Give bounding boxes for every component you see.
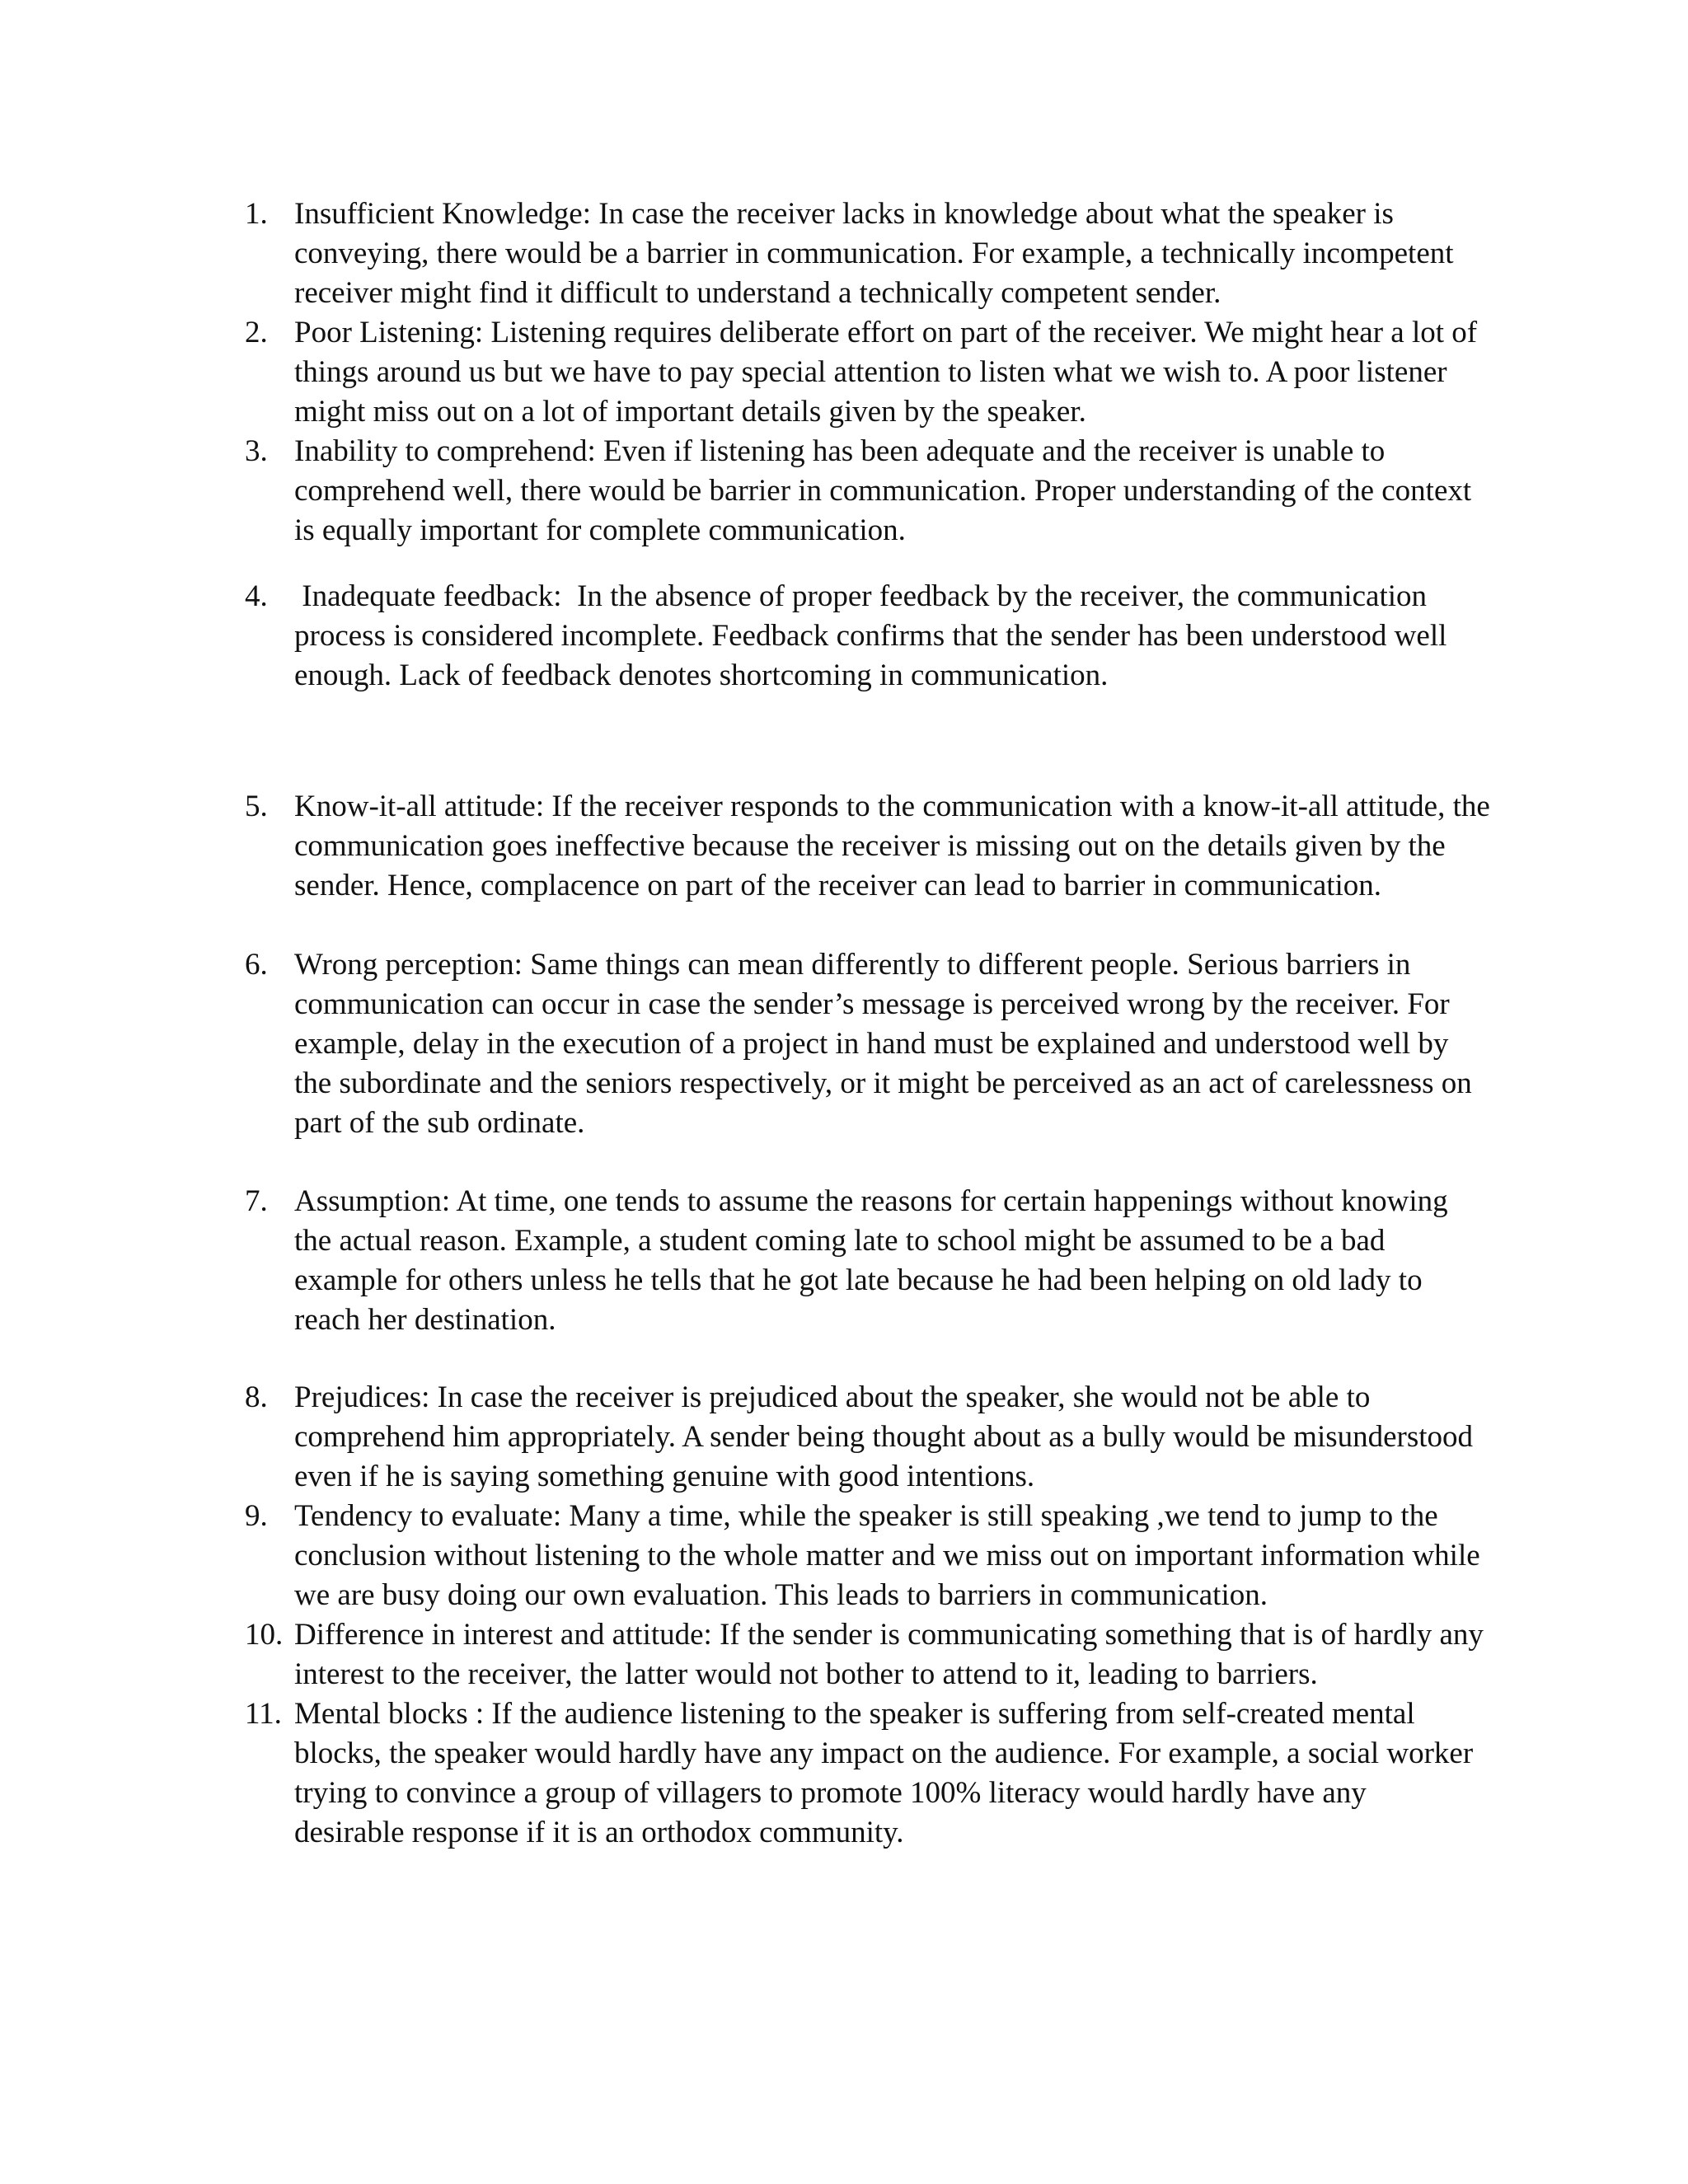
item-number: 2. — [245, 316, 268, 349]
text-line: Assumption: At time, one tends to assume the reasons for certain happenings without knowing — [294, 1184, 1448, 1218]
text-line: Wrong perception: Same things can mean differently to different people. Serious barriers in — [294, 948, 1411, 982]
item-number: 8. — [245, 1380, 268, 1414]
item-text — [294, 1378, 1498, 1497]
text-line: Tendency to evaluate: Many a time, while the speaker is still speaking ,we tend to jump to the — [294, 1499, 1438, 1533]
text-line: communication can occur in case the sender’s message is perceived wrong by the receiver. For — [294, 987, 1450, 1021]
item-text — [294, 577, 1498, 696]
text-line: conclusion without listening to the whole matter and we miss out on important information while — [294, 1539, 1480, 1572]
item-text — [294, 1615, 1498, 1694]
text-line: things around us but we have to pay special attention to listen what we wish to. A poor listener — [294, 355, 1447, 389]
item-number: 10. — [245, 1618, 284, 1652]
text-line: Poor Listening: Listening requires deliberate effort on part of the receiver. We might hear a lot of — [294, 316, 1478, 349]
item-number: 1. — [245, 197, 268, 231]
item-text — [294, 1497, 1498, 1615]
text-line: is equally important for complete communication. — [294, 513, 906, 547]
text-line: Know-it-all attitude: If the receiver responds to the communication with a know-it-all attitude, the — [294, 790, 1490, 823]
text-line: blocks, the speaker would hardly have any impact on the audience. For example, a social worker — [294, 1736, 1474, 1770]
text-line: communication goes ineffective because the receiver is missing out on the details given by the — [294, 829, 1446, 863]
item-number: 3. — [245, 434, 268, 468]
text-line: Inability to comprehend: Even if listening has been adequate and the receiver is unable to — [294, 434, 1386, 468]
item-text — [294, 945, 1498, 1143]
text-line: the subordinate and the seniors respectively, or it might be perceived as an act of carelessness on — [294, 1066, 1472, 1100]
text-line: comprehend well, there would be barrier in communication. Proper understanding of the context — [294, 474, 1472, 508]
text-line: the actual reason. Example, a student coming late to school might be assumed to be a bad — [294, 1224, 1386, 1258]
text-line: Difference in interest and attitude: If the sender is communicating something that is of hardly any — [294, 1618, 1484, 1652]
item-number: 4. — [245, 579, 268, 613]
item-number: 7. — [245, 1184, 268, 1218]
text-line: example for others unless he tells that he got late because he had been helping on old lady to — [294, 1263, 1423, 1297]
item-text — [294, 1182, 1498, 1340]
item-number: 5. — [245, 790, 268, 823]
item-number: 11. — [245, 1697, 282, 1731]
item-number: 6. — [245, 948, 268, 982]
item-text — [294, 432, 1498, 551]
item-text — [294, 194, 1498, 313]
item-text — [294, 1694, 1498, 1853]
text-line: reach her destination. — [294, 1303, 556, 1337]
text-line: part of the sub ordinate. — [294, 1106, 585, 1140]
item-text — [294, 313, 1498, 432]
text-line: Prejudices: In case the receiver is prejudiced about the speaker, she would not be able to — [294, 1380, 1371, 1414]
text-line: example, delay in the execution of a project in hand must be explained and understood well by — [294, 1027, 1449, 1061]
text-line: Inadequate feedback: In the absence of proper feedback by the receiver, the communication — [294, 579, 1428, 613]
item-number: 9. — [245, 1499, 268, 1533]
text-line: comprehend him appropriately. A sender being thought about as a bully would be misunderstood — [294, 1420, 1474, 1454]
text-line: desirable response if it is an orthodox community. — [294, 1816, 904, 1849]
text-line: Mental blocks : If the audience listening to the speaker is suffering from self-created mental — [294, 1697, 1415, 1731]
text-line: sender. Hence, complacence on part of the receiver can lead to barrier in communication. — [294, 869, 1382, 902]
text-line: might miss out on a lot of important details given by the speaker. — [294, 395, 1086, 429]
text-line: conveying, there would be a barrier in communication. For example, a technically incompetent — [294, 237, 1454, 270]
text-line: interest to the receiver, the latter would not bother to attend to it, leading to barriers. — [294, 1657, 1318, 1691]
text-line: Insufficient Knowledge: In case the receiver lacks in knowledge about what the speaker is — [294, 197, 1394, 231]
item-text — [294, 787, 1498, 906]
text-line: even if he is saying something genuine with good intentions. — [294, 1460, 1035, 1493]
text-line: we are busy doing our own evaluation. This leads to barriers in communication. — [294, 1578, 1268, 1612]
text-line: enough. Lack of feedback denotes shortcoming in communication. — [294, 658, 1109, 692]
text-line: trying to convince a group of villagers to promote 100% literacy would hardly have any — [294, 1776, 1367, 1810]
text-line: receiver might find it difficult to understand a technically competent sender. — [294, 276, 1221, 310]
text-line: process is considered incomplete. Feedback confirms that the sender has been understood well — [294, 619, 1447, 653]
